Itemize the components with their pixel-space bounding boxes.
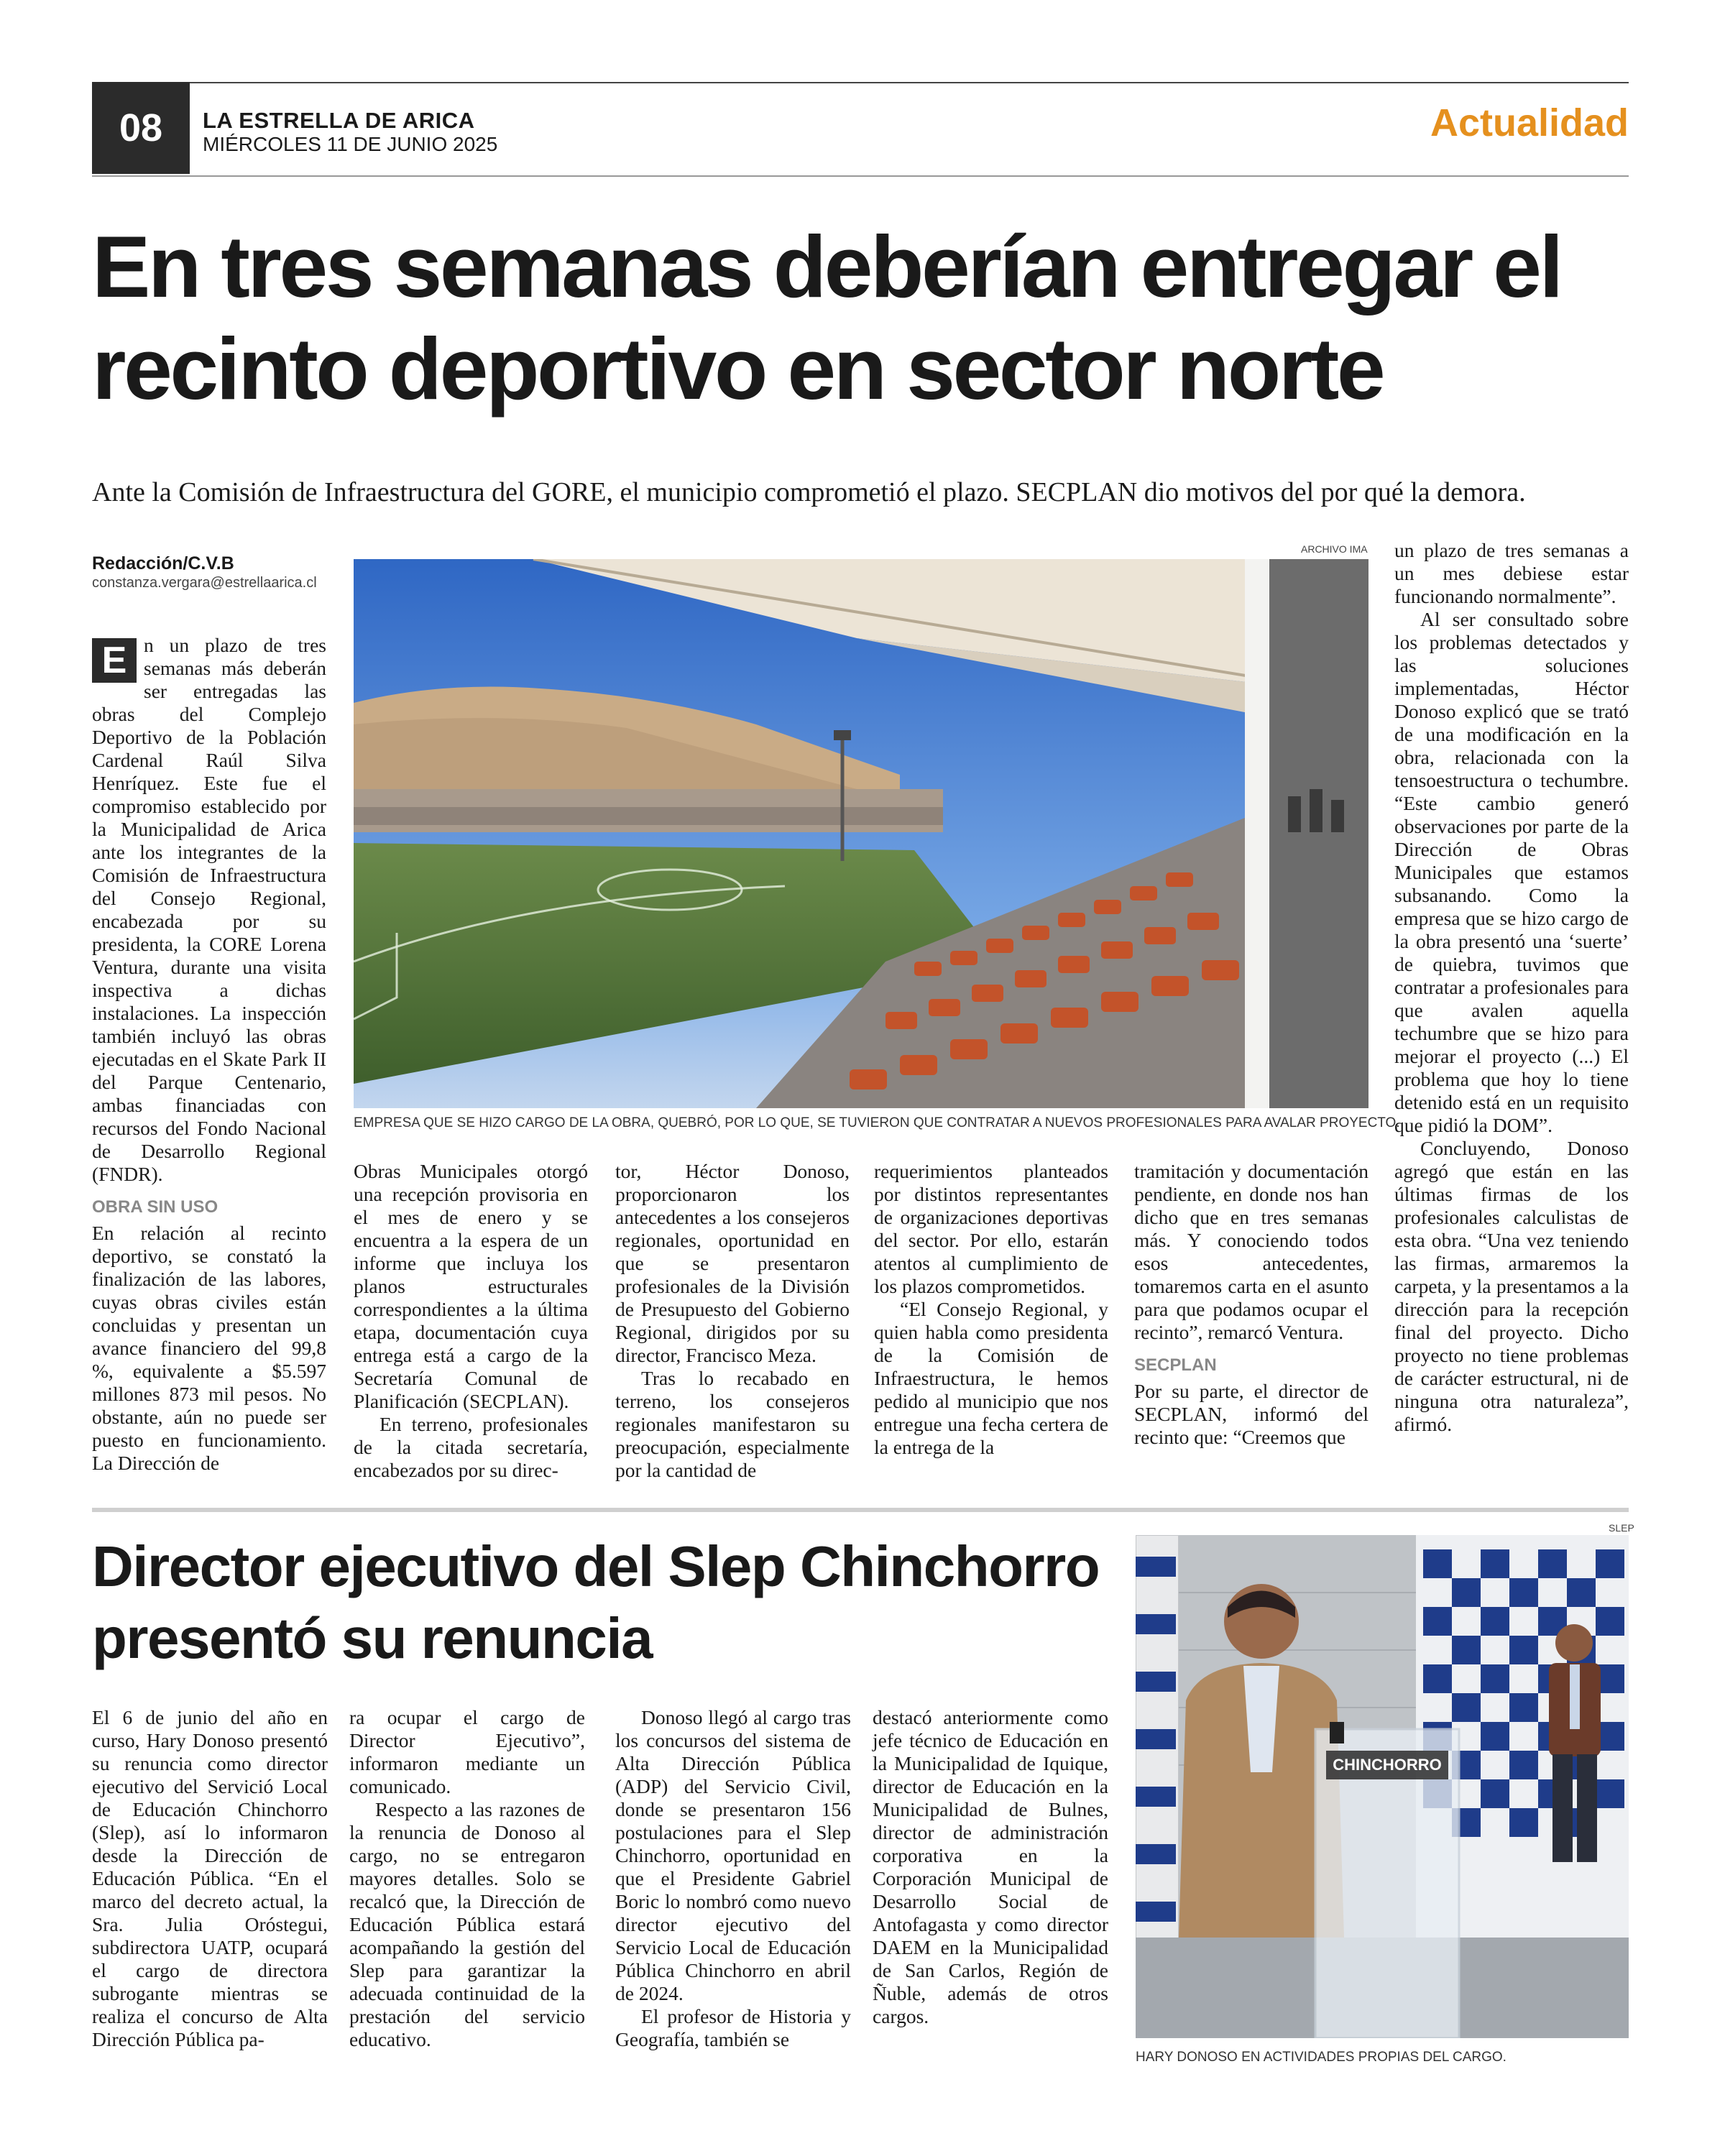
article-column-5	[1134, 1160, 1368, 1449]
paragraph: Concluyendo, Donoso agregó que están en las últimas firmas de los profesionales calculistas de esta obra. “Una vez teniendo las firmas, armaremos la carpeta, y la presentamos a la dirección para la recepción final del proyecto. Dicho proyecto no tiene problemas de carácter estructural, ni de ninguna otra naturaleza”, afirmó.	[1394, 1137, 1629, 1435]
author-email: constanza.vergara@estrellaarica.cl	[92, 575, 317, 591]
issue-date: MIÉRCOLES 11 DE JUNIO 2025	[203, 133, 498, 155]
paragraph: Por su parte, el director de SECPLAN, informó del recinto que: “Creemos que	[1134, 1380, 1368, 1448]
paragraph: “El Consejo Regional, y quien habla como presidenta de la Comisión de Infraestructura, le hemos pedido al municipio que nos entregue una fecha certera de la entrega de la	[874, 1298, 1108, 1458]
photo2-caption: HARY DONOSO EN ACTIVIDADES PROPIAS DEL CARGO.	[1136, 2050, 1506, 2065]
section-label: Actualidad	[1430, 101, 1629, 144]
paragraph: Tras lo recabado en terreno, los consejeros regionales manifestaron su preocupación, especialmente por la cantidad de	[615, 1367, 850, 1481]
newspaper-name: LA ESTRELLA DE ARICA	[203, 108, 475, 133]
director-photo	[1136, 1535, 1629, 2038]
header-bottom-rule	[92, 175, 1629, 177]
photo-caption: EMPRESA QUE SE HIZO CARGO DE LA OBRA, QUEBRÓ, POR LO QUE, SE TUVIERON QUE CONTRATAR A NUEVOS PROFESIONALES PARA AVALAR PROYECTO.	[354, 1115, 1400, 1130]
article2-headline: Director ejecutivo del Slep Chinchorro presentó su renuncia	[92, 1534, 1100, 1670]
photo2-credit: SLEP	[1609, 1522, 1634, 1534]
paragraph: Donoso llegó al cargo tras los concursos del sistema de Alta Dirección Pública (ADP) del Servicio Civil, donde se presentaron 156 postulaciones para el Slep Chinchorro, oportunidad en que el Presidente Gabriel Boric lo nombró como nuevo director ejecutivo del Servicio Local de Educación Pública Chinchorro en abril de 2024.	[615, 1706, 851, 2004]
article-headline: En tres semanas deberían entregar el recinto deportivo en sector norte	[92, 218, 1561, 418]
subheading: OBRA SIN USO	[92, 1197, 218, 1217]
article2-column-3	[615, 1706, 851, 2051]
article2-column-2	[349, 1706, 585, 2051]
byline: Redacción/C.V.B	[92, 553, 234, 573]
subheading: SECPLAN	[1134, 1355, 1217, 1375]
article-column-2	[354, 1160, 588, 1482]
article-column-4	[874, 1160, 1108, 1459]
paragraph: tor, Héctor Donoso, proporcionaron los antecedentes a los consejeros regionales, oportunidad en que se presentaron profesionales de la División de Presupuesto del Gobierno Regional, dirigidos por su director, Francisco Meza.	[615, 1160, 850, 1366]
article-column-3	[615, 1160, 850, 1482]
paragraph: requerimientos planteados por distintos representantes de organizaciones deportivas del sector. Por ello, estarán atentos al cumplimiento de los plazos comprometidos.	[874, 1160, 1108, 1297]
paragraph: un plazo de tres semanas a un mes debiese estar funcionando normalmente”.	[1394, 539, 1629, 607]
article-divider	[92, 1508, 1629, 1512]
photo-credit: ARCHIVO IMA	[1301, 543, 1368, 555]
article-column-6	[1394, 539, 1629, 1436]
article-column-1	[92, 634, 326, 1475]
header-top-rule	[92, 82, 1629, 83]
paragraph: Respecto a las razones de la renuncia de Donoso al cargo, no se entregaron mayores detalles. Solo se recalcó que, la Dirección de Educación Pública estará acompañando la gestión del Slep para garantizar la adecuada continuidad de la prestación del servicio educativo.	[349, 1798, 585, 2050]
podium-label: CHINCHORRO	[1333, 1756, 1442, 1774]
paragraph: Al ser consultado sobre los problemas detectados y las soluciones implementadas, Héctor Donoso explicó que se trató de una modificación en la obra, relacionada con la tensoestructura o techumbre. “Este cambio generó observaciones por parte de la Dirección de Obras Municipales que estamos subsanando. Como la empresa que se hizo cargo de la obra presentó una ‘suerte’ de quiebra, tuvimos que contratar a profesionales para que avalen aquella techumbre que se hizo para mejorar el proyecto (...) El problema que hoy lo tiene detenido está en un requisito que pidió la DOM”.	[1394, 608, 1629, 1136]
paragraph: En relación al recinto deportivo, se constató la finalización de las labores, cuyas obras civiles están concluidas y presentan un avance financiero del 99,8 %, equivalente a $5.597 millones 873 mil pesos. No obstante, aún no puede ser puesto en funcionamiento. La Dirección de	[92, 1222, 326, 1474]
article2-column-1	[92, 1706, 328, 2051]
paragraph: n un plazo de tres semanas más deberán ser entregadas las obras del Complejo Deportivo de la Población Cardenal Raúl Silva Henríquez. Este fue el compromiso establecido por la Municipalidad de Arica ante los integrantes de la Comisión de Infraestructura del Consejo Regional, encabezada por su presidenta, la CORE Lorena Ventura, durante una visita inspectiva a dichas instalaciones. La inspección también incluyó las obras ejecutadas en el Skate Park II del Parque Centenario, ambas financiadas con recursos del Fondo Nacional de Desarrollo Regional (FNDR).	[92, 634, 326, 1185]
paragraph: En terreno, profesionales de la citada secretaría, encabezados por su direc-	[354, 1413, 588, 1481]
paragraph: Obras Municipales otorgó una recepción provisoria en el mes de enero y se encuentra a la espera de un informe que incluya los planos estructurales correspondientes a la última etapa, documentación cuya entrega está a cargo de la Secretaría Comunal de Planificación (SECPLAN).	[354, 1160, 588, 1412]
paragraph: tramitación y documentación pendiente, en donde nos han dicho que en tres semanas más. Y conociendo todos esos antecedentes, tomaremos carta en el asunto para que podamos ocupar el recinto”, remarcó Ventura.	[1134, 1160, 1368, 1343]
paragraph: El 6 de junio del año en curso, Hary Donoso presentó su renuncia como director ejecutivo del Servició Local de Educación Chinchorro (Slep), así lo informaron desde la Dirección de Educación Pública. “En el marco del decreto actual, la Sra. Julia Oróstegui, subdirectora UATP, ocupará el cargo de directora subrogante mientras se realiza el concurso de Alta Dirección Pública pa-	[92, 1706, 328, 2050]
article-standfirst: Ante la Comisión de Infraestructura del GORE, el municipio comprometió el plazo. SECPLAN dio motivos del por qué la demora.	[92, 477, 1526, 507]
stadium-photo	[354, 559, 1368, 1108]
page-number: 08	[92, 82, 190, 174]
paragraph: destacó anteriormente como jefe técnico de Educación en la Municipalidad de Iquique, director de Educación en la Municipalidad de Bulnes, director de administración corporativa en la Corporación Municipal de Desarrollo Social de Antofagasta y como director DAEM en la Municipalidad de San Carlos, Región de Ñuble, además de otros cargos.	[873, 1706, 1108, 2027]
paragraph: ra ocupar el cargo de Director Ejecutivo”, informaron mediante un comunicado.	[349, 1706, 585, 1797]
drop-cap: E	[92, 638, 137, 683]
article2-column-4	[873, 1706, 1108, 2028]
paragraph: El profesor de Historia y Geografía, también se	[615, 2005, 851, 2050]
